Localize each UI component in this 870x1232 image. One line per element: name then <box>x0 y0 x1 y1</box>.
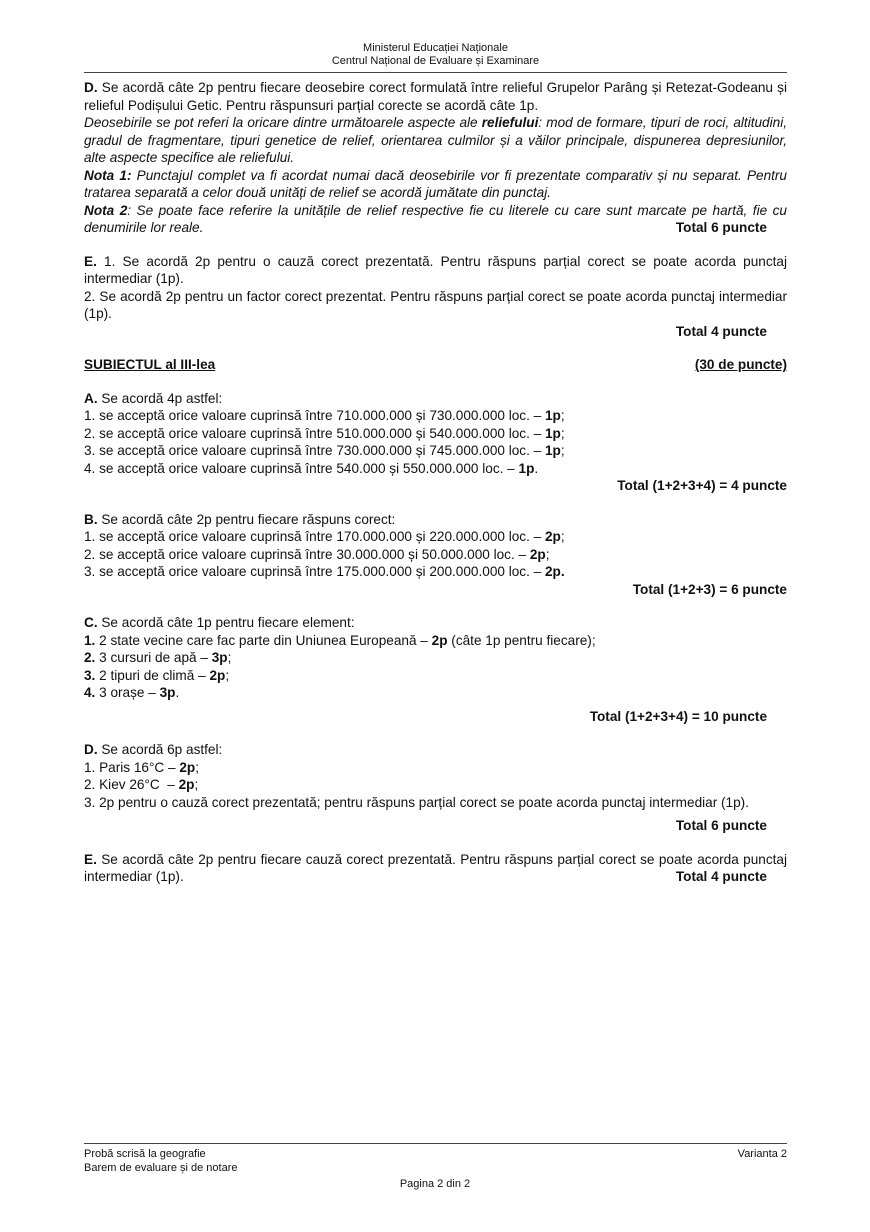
item-text: 2. Se acordă 2p pentru un factor corect prezentat. Pentru răspuns parțial corect se poate acorda punctaj intermediar (1p). <box>84 288 787 321</box>
section-total: Total 4 puncte <box>675 869 767 884</box>
nota1-text: Punctajul complet va fi acordat numai dacă deosebirile vor fi prezentate comparativ și nu separat. Pentru tratarea separată a celor două unități de relief se acordă jumătate din punctaj. <box>84 167 787 200</box>
list-item: 1. Paris 16°C – 2p; <box>84 759 200 775</box>
section-intro: Se acordă 6p astfel: <box>97 742 223 757</box>
section-label: A. <box>84 390 98 406</box>
section-label: B. <box>84 511 98 527</box>
section-c <box>84 614 787 725</box>
section-label: D. <box>84 80 98 95</box>
list-item: 3. se acceptă orice valoare cuprinsă între 730.000.000 și 745.000.000 loc. – 1p; <box>84 443 565 458</box>
section-total: Total 6 puncte <box>675 818 767 833</box>
section-text: Se acordă câte 2p pentru fiecare deosebire corect formulată între relieful Grupelor Parâng și Retezat-Godeanu și relieful Podișului Getic. Pentru răspunsuri parțial corecte se acordă câte 1p. <box>84 80 787 113</box>
footer-variant: Varianta 2 <box>737 1148 787 1160</box>
section-total: Total (1+2+3+4) = 4 puncte <box>617 478 787 493</box>
item-text: 1. Se acordă 2p pentru o cauză corect prezentată. Pentru răspuns parțial corect se poate acorda punctaj intermediar (1p). <box>84 253 787 286</box>
footer-barem: Barem de evaluare și de notare <box>84 1162 238 1174</box>
header-divider <box>84 72 787 73</box>
section-total: Total 4 puncte <box>675 323 767 339</box>
footer-left <box>84 1147 237 1175</box>
list-item: 4. 3 orașe – 3p. <box>84 685 180 700</box>
list-item: 4. se acceptă orice valoare cuprinsă între 540.000 și 550.000.000 loc. – 1p. <box>84 460 539 476</box>
list-item: 2. Kiev 26°C – 2p; <box>84 777 199 792</box>
subject-heading <box>84 356 787 374</box>
list-item: 2. se acceptă orice valoare cuprinsă între 30.000.000 și 50.000.000 loc. – 2p; <box>84 546 550 562</box>
italic-bold: reliefului <box>481 115 539 130</box>
section-label: E. <box>84 851 97 867</box>
list-item: 3. 2p pentru o cauză corect prezentată; pentru răspuns parțial corect se poate acorda punctaj intermediar (1p). <box>84 794 749 810</box>
section-label: C. <box>84 615 98 630</box>
section-label: E. <box>84 253 97 269</box>
nota2-text: : Se poate face referire la unitățile de relief respective fie cu literele cu care sunt marcate pe hartă, fie cu denumirile lor reale. <box>84 202 787 235</box>
footer-exam: Probă scrisă la geografie <box>84 1148 206 1160</box>
section-total: Total (1+2+3+4) = 10 puncte <box>589 708 767 724</box>
section-d <box>84 741 787 835</box>
list-item: 2. 3 cursuri de apă – 3p; <box>84 650 232 665</box>
section-text: Se acordă câte 2p pentru fiecare cauză corect prezentată. Pentru răspuns parțial corect se poate acorda punctaj intermediar (1p). <box>84 851 787 884</box>
italic-prefix: Deosebirile se pot referi la oricare dintre următoarele aspecte ale <box>84 115 482 130</box>
subject-points: (30 de puncte) <box>694 357 787 372</box>
section-total: Total 6 puncte <box>675 220 767 235</box>
italic-suffix: : mod de formare, tipuri de roci, altitudini, gradul de fragmentare, tipuri genetice de relief, orientarea culmilor și a văilor principale, dispunerea depresiunilor, alte aspecte specifice ale reliefului. <box>84 115 787 165</box>
page-content <box>84 79 787 886</box>
list-item: 3. se acceptă orice valoare cuprinsă între 175.000.000 și 200.000.000 loc. – 2p. <box>84 564 565 579</box>
section-a <box>84 390 787 495</box>
list-item: 3. 2 tipuri de climă – 2p; <box>84 667 230 683</box>
nota1-label: Nota 1: <box>84 167 132 183</box>
page-number: Pagina 2 din 2 <box>399 1178 471 1190</box>
footer-divider <box>84 1143 787 1144</box>
list-item: 2. se acceptă orice valoare cuprinsă între 510.000.000 și 540.000.000 loc. – 1p; <box>84 425 565 441</box>
section-b <box>84 511 787 599</box>
header-ministry: Ministerul Educației Naționale <box>363 42 508 54</box>
section-d-prev <box>84 79 787 237</box>
list-item: 1. se acceptă orice valoare cuprinsă între 170.000.000 și 220.000.000 loc. – 2p; <box>84 529 565 544</box>
nota2-label: Nota 2 <box>84 202 128 218</box>
section-intro: Se acordă câte 2p pentru fiecare răspuns corect: <box>97 511 396 527</box>
section-e <box>84 851 787 886</box>
page-header <box>84 42 787 68</box>
header-center: Centrul Național de Evaluare și Examinare <box>331 55 540 67</box>
section-e-prev <box>84 253 787 341</box>
section-intro: Se acordă câte 1p pentru fiecare element: <box>97 615 355 630</box>
list-item: 1. 2 state vecine care fac parte din Uniunea Europeană – 2p (câte 1p pentru fiecare); <box>84 632 596 648</box>
section-total: Total (1+2+3) = 6 puncte <box>632 581 787 597</box>
section-label: D. <box>84 742 98 757</box>
subject-title: SUBIECTUL al III-lea <box>84 357 216 372</box>
list-item: 1. se acceptă orice valoare cuprinsă între 710.000.000 și 730.000.000 loc. – 1p; <box>84 408 565 423</box>
section-intro: Se acordă 4p astfel: <box>97 390 223 406</box>
